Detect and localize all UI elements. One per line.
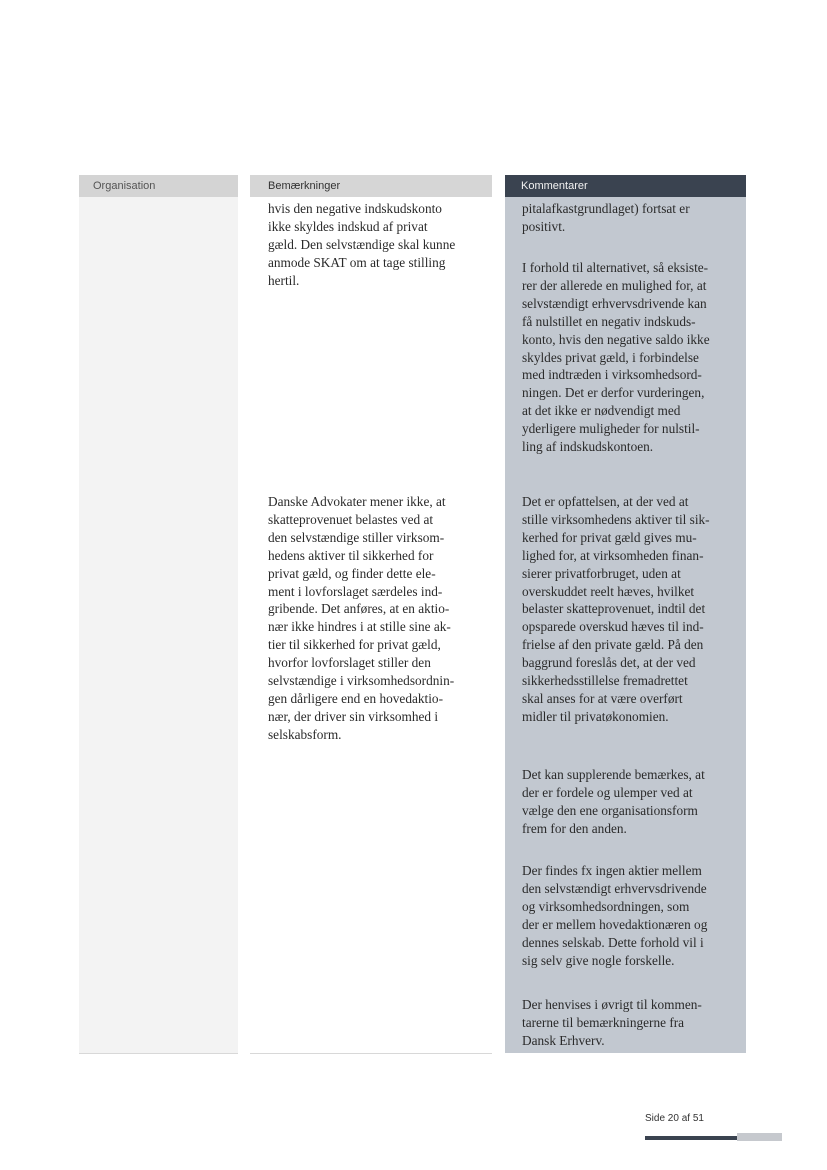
text-line: hedens aktiver til sikkerhed for (268, 547, 434, 563)
kommentar-paragraph (522, 862, 707, 969)
text-line: selskabsform. (268, 726, 342, 742)
text-line: skatteprovenuet belastes ved at (268, 511, 434, 527)
footer-bar-dark (645, 1136, 737, 1140)
text-line: ikke skyldes indskud af privat (268, 218, 428, 234)
kommentar-paragraph (522, 996, 702, 1050)
text-line: midler til privatøkonomien. (522, 708, 669, 724)
text-line: kerhed for privat gæld gives mu- (522, 529, 697, 545)
text-line: yderligere muligheder for nulstil- (522, 421, 700, 437)
text-line: at det ikke er nødvendigt med (522, 403, 681, 419)
text-line: overskuddet reelt hæves, hvilket (522, 583, 695, 599)
text-line: den selvstændigt erhvervsdrivende (522, 880, 707, 896)
text-line: dennes selskab. Dette forhold vil i (522, 934, 704, 950)
text-line: belaster skatteprovenuet, indtil det (522, 601, 706, 617)
text-line: hertil. (268, 272, 300, 288)
text-line: Danske Advokater mener ikke, at (268, 494, 446, 509)
kommentarer-header: Kommentarer (505, 175, 746, 197)
text-line: selvstændigt erhvervsdrivende kan (522, 295, 707, 311)
text-line: positivt. (522, 218, 566, 234)
text-line: nær, der driver sin virksomhed i (268, 708, 439, 724)
text-line: frielse af den private gæld. På den (522, 637, 704, 653)
text-line: pitalafkastgrundlaget) fortsat er (522, 201, 690, 216)
text-line: hvorfor lovforslaget stiller den (268, 655, 431, 671)
kommentar-paragraph (522, 766, 705, 838)
text-line: frem for den anden. (522, 820, 627, 836)
text-line: Dansk Erhverv. (522, 1032, 605, 1048)
text-line: ling af indskudskontoen. (522, 439, 654, 455)
kommentar-paragraph (522, 493, 710, 726)
kommentar-paragraph (522, 200, 690, 236)
text-line: gen dårligere end en hovedaktio- (268, 690, 444, 706)
kommentar-paragraph (522, 259, 710, 456)
text-line: I forhold til alternativet, så eksiste- (522, 260, 709, 275)
text-line: med indtræden i virksomhedsord- (522, 367, 702, 383)
text-line: opsparede overskud hæves til ind- (522, 619, 704, 635)
text-line: vælge den ene organisationsform (522, 802, 698, 818)
organisation-header: Organisation (79, 175, 238, 197)
text-line: selvstændige i virksomhedsordnin- (268, 673, 455, 689)
text-line: få nulstillet en negativ indskuds- (522, 313, 696, 329)
bemaerkninger-header: Bemærkninger (250, 175, 492, 197)
text-line: ment i lovforslaget særdeles ind- (268, 583, 443, 599)
text-line: skyldes privat gæld, i forbindelse (522, 349, 699, 365)
text-line: sig selv give nogle forskelle. (522, 952, 675, 968)
text-line: lighed for, at virksomheden finan- (522, 547, 704, 563)
bemaerkning-paragraph (268, 200, 455, 290)
text-line: anmode SKAT om at tage stilling (268, 254, 446, 270)
text-line: Der henvises i øvrigt til kommen- (522, 997, 702, 1012)
text-line: baggrund foreslås det, at der ved (522, 655, 696, 671)
text-line: sikkerhedsstillelse fremadrettet (522, 673, 688, 689)
text-line: skal anses for at være overført (522, 690, 683, 706)
footer-bar-light (737, 1133, 782, 1141)
text-line: ningen. Det er derfor vurderingen, (522, 385, 705, 401)
text-line: gæld. Den selvstændige skal kunne (268, 236, 456, 252)
text-line: nær ikke hindres i at stille sine ak- (268, 619, 451, 635)
text-line: rer der allerede en mulighed for, at (522, 277, 707, 293)
text-line: sierer privatforbruget, uden at (522, 565, 681, 581)
text-line: gribende. Det anføres, at en aktio- (268, 601, 450, 617)
text-line: og virksomhedsordningen, som (522, 898, 690, 914)
text-line: hvis den negative indskudskonto (268, 201, 442, 216)
organisation-column (79, 175, 238, 1054)
text-line: Det kan supplerende bemærkes, at (522, 767, 705, 782)
text-line: tier til sikkerhed for privat gæld, (268, 637, 441, 653)
bemaerkning-paragraph (268, 493, 454, 744)
text-line: privat gæld, og finder dette ele- (268, 565, 436, 581)
page-number: Side 20 af 51 (645, 1113, 704, 1124)
text-line: tarerne til bemærkningerne fra (522, 1014, 685, 1030)
text-line: der er fordele og ulemper ved at (522, 784, 693, 800)
text-line: stille virksomhedens aktiver til sik- (522, 511, 710, 527)
text-line: den selvstændige stiller virksom- (268, 529, 445, 545)
text-line: Det er opfattelsen, at der ved at (522, 494, 689, 509)
text-line: Der findes fx ingen aktier mellem (522, 863, 702, 878)
text-line: der er mellem hovedaktionæren og (522, 916, 708, 932)
text-line: konto, hvis den negative saldo ikke (522, 331, 710, 347)
